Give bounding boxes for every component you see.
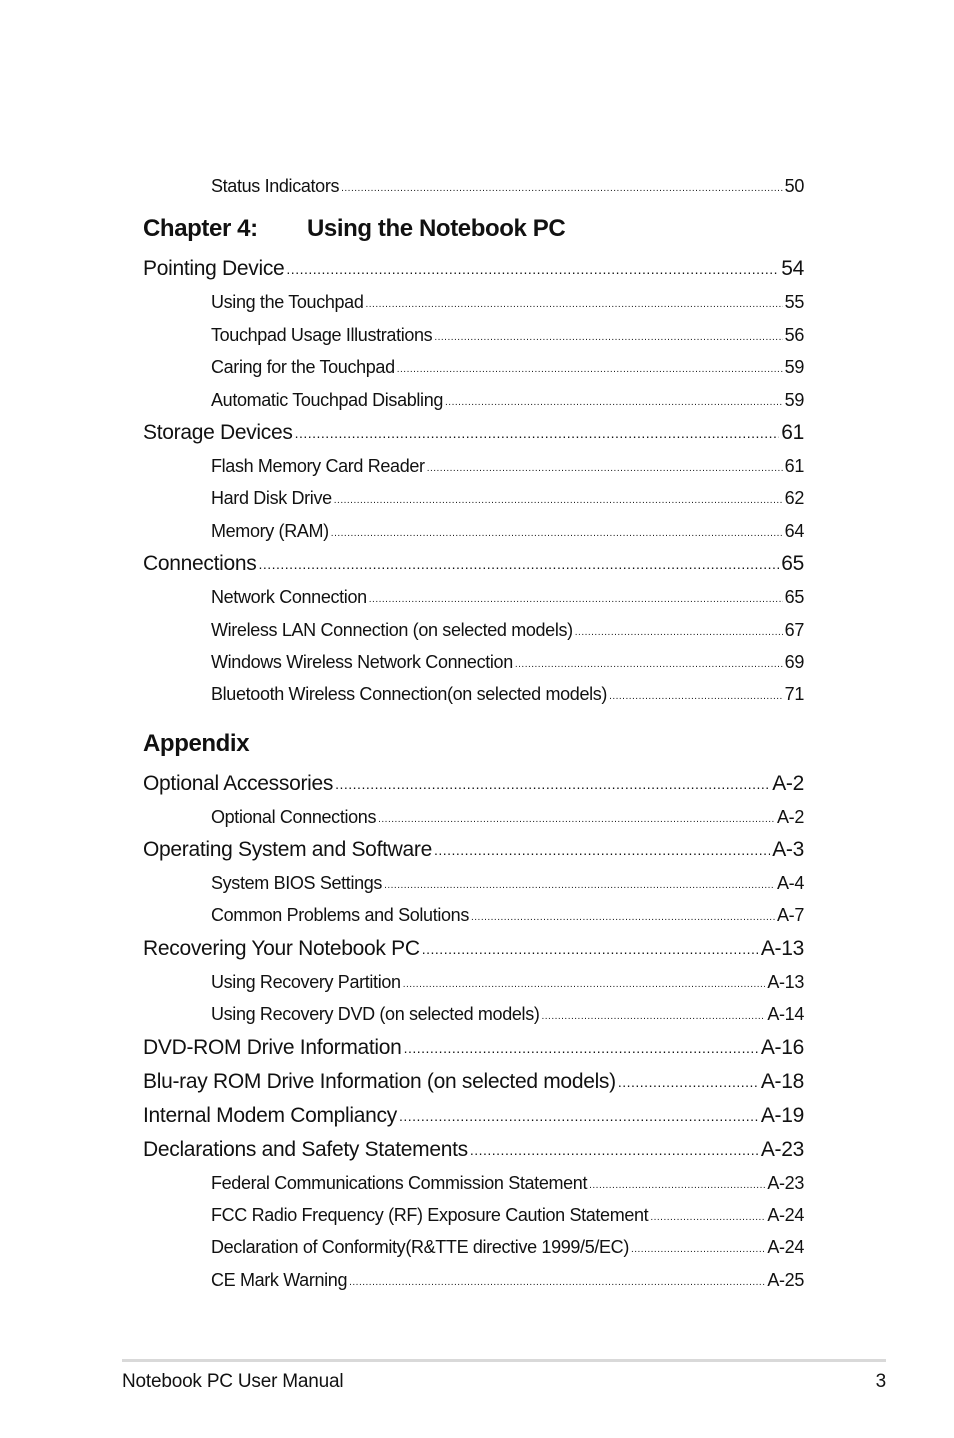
dot-leader — [434, 833, 770, 867]
toc-entry-page: 54 — [781, 257, 804, 281]
toc-entry-title: DVD-ROM Drive Information — [143, 1035, 402, 1059]
toc-entry-page: 50 — [784, 176, 804, 196]
toc-entry-title: FCC Radio Frequency (RF) Exposure Caution Statement — [211, 1205, 649, 1226]
toc-entry-optional-accessories[interactable] — [143, 767, 804, 801]
dot-leader — [589, 1170, 765, 1199]
toc-entry-title: Optional Connections — [211, 806, 377, 827]
toc-entry-page: A-2 — [777, 806, 804, 827]
dot-leader — [609, 681, 783, 710]
toc-entry-operating-system-and-software[interactable] — [143, 833, 804, 867]
dot-leader — [334, 485, 783, 514]
toc-entry-title: Operating System and Software — [143, 838, 432, 862]
toc-entry-blu-ray-rom-drive-information[interactable] — [143, 1065, 804, 1099]
toc-entry-windows-wireless-network-connection[interactable] — [143, 646, 804, 678]
toc-entry-caring-for-touchpad[interactable] — [143, 351, 804, 383]
toc-entry-page: 55 — [784, 292, 804, 313]
toc-entry-title: Internal Modem Compliancy — [143, 1103, 397, 1127]
dot-leader — [399, 1099, 759, 1133]
dot-leader — [445, 387, 783, 416]
dot-leader — [369, 584, 783, 613]
toc-entry-system-bios-settings[interactable] — [143, 867, 804, 899]
dot-leader — [365, 289, 782, 318]
dot-leader — [384, 870, 775, 899]
toc-entry-title: Storage Devices — [143, 420, 293, 444]
toc-entry-bluetooth-wireless-connection[interactable] — [143, 678, 804, 710]
toc-entry-using-recovery-partition[interactable] — [143, 966, 804, 998]
toc-entry-page: A-23 — [760, 1137, 804, 1161]
toc-entry-title: Optional Accessories — [143, 771, 334, 795]
toc-entry-page: 56 — [784, 324, 804, 345]
toc-entry-status-indicators[interactable] — [143, 170, 804, 202]
page-footer — [122, 1359, 886, 1394]
toc-entry-page: 59 — [784, 389, 804, 410]
toc-entry-title: Common Problems and Solutions — [211, 905, 469, 926]
toc-entry-page: 64 — [784, 520, 804, 541]
dot-leader — [618, 1065, 759, 1099]
toc-entry-page: A-14 — [767, 1004, 804, 1025]
footer-divider — [122, 1359, 886, 1362]
toc-entry-page: 71 — [784, 684, 804, 705]
toc-entry-page: A-13 — [767, 971, 804, 992]
toc-entry-using-touchpad[interactable] — [143, 286, 804, 318]
dot-leader — [434, 322, 782, 351]
toc-entry-page: A-2 — [772, 771, 804, 795]
toc-entry-fcc-statement[interactable] — [143, 1167, 804, 1199]
toc-entry-page: A-18 — [760, 1069, 804, 1093]
toc-entry-wireless-lan-connection[interactable] — [143, 614, 804, 646]
toc-entry-internal-modem-compliancy[interactable] — [143, 1099, 804, 1133]
toc-entry-using-recovery-dvd[interactable] — [143, 998, 804, 1030]
dot-leader — [631, 1234, 765, 1263]
dot-leader — [515, 649, 783, 678]
dot-leader — [378, 804, 775, 833]
dot-leader — [422, 932, 759, 966]
toc-entry-pointing-device[interactable] — [143, 252, 804, 286]
toc-entry-title: Status Indicators — [211, 176, 340, 196]
toc-entry-flash-memory-card-reader[interactable] — [143, 450, 804, 482]
toc-entry-page: 62 — [784, 488, 804, 509]
chapter-4-heading — [143, 202, 804, 252]
footer-page-number: 3 — [875, 1371, 886, 1392]
toc-entry-title: System BIOS Settings — [211, 873, 383, 894]
toc-entry-title: Windows Wireless Network Connection — [211, 651, 513, 672]
dot-leader — [541, 1001, 765, 1030]
toc-entry-recovering-your-notebook-pc[interactable] — [143, 932, 804, 966]
toc-entry-title: Using the Touchpad — [211, 292, 364, 313]
toc-entry-page: A-23 — [767, 1172, 804, 1193]
toc-entry-title: Automatic Touchpad Disabling — [211, 389, 444, 410]
table-of-contents — [143, 170, 804, 1296]
toc-entry-title: Network Connection — [211, 587, 367, 608]
dot-leader — [403, 969, 766, 998]
toc-entry-page: A-19 — [760, 1103, 804, 1127]
toc-entry-title: Recovering Your Notebook PC — [143, 936, 420, 960]
dot-leader — [286, 252, 779, 286]
toc-entry-title: Bluetooth Wireless Connection(on selected models) — [211, 684, 608, 705]
toc-entry-title: CE Mark Warning — [211, 1269, 348, 1290]
toc-entry-page: A-4 — [777, 873, 804, 894]
toc-entry-title: Touchpad Usage Illustrations — [211, 324, 433, 345]
toc-entry-page: A-7 — [777, 905, 804, 926]
footer-row — [122, 1370, 886, 1394]
toc-entry-title: Caring for the Touchpad — [211, 357, 395, 378]
toc-entry-title: Declarations and Safety Statements — [143, 1137, 468, 1161]
toc-entry-connections[interactable] — [143, 547, 804, 581]
toc-entry-declarations-and-safety-statements[interactable] — [143, 1133, 804, 1167]
chapter-title: Using the Notebook PC — [307, 215, 566, 243]
toc-entry-hard-disk-drive[interactable] — [143, 482, 804, 514]
toc-entry-page: A-16 — [760, 1035, 804, 1059]
toc-entry-title: Memory (RAM) — [211, 520, 329, 541]
toc-entry-ce-mark-warning[interactable] — [143, 1264, 804, 1296]
toc-entry-memory-ram[interactable] — [143, 515, 804, 547]
toc-entry-optional-connections[interactable] — [143, 801, 804, 833]
dot-leader — [404, 1031, 759, 1065]
toc-entry-common-problems-and-solutions[interactable] — [143, 899, 804, 931]
toc-entry-title: Federal Communications Commission Statement — [211, 1172, 588, 1193]
appendix-heading: Appendix — [143, 729, 250, 757]
toc-entry-fcc-rf-exposure-caution[interactable] — [143, 1199, 804, 1231]
toc-entry-title: Using Recovery DVD (on selected models) — [211, 1004, 540, 1025]
toc-entry-title: Pointing Device — [143, 257, 285, 281]
toc-entry-touchpad-usage-illustrations[interactable] — [143, 319, 804, 351]
toc-entry-page: 65 — [784, 587, 804, 608]
toc-entry-dvd-rom-drive-information[interactable] — [143, 1031, 804, 1065]
dot-leader — [335, 767, 770, 801]
toc-entry-declaration-of-conformity[interactable] — [143, 1231, 804, 1263]
toc-entry-title: Flash Memory Card Reader — [211, 455, 425, 476]
chapter-label: Chapter 4: — [143, 215, 258, 243]
dot-leader — [258, 547, 779, 581]
toc-entry-page: A-3 — [772, 838, 804, 862]
toc-entry-page: A-24 — [767, 1237, 804, 1258]
toc-entry-title: Declaration of Conformity(R&TTE directive 1999/5/EC) — [211, 1237, 629, 1258]
toc-entry-page: 59 — [784, 357, 804, 378]
toc-entry-title: Blu-ray ROM Drive Information (on selected models) — [143, 1069, 616, 1093]
toc-entry-page: A-25 — [767, 1269, 804, 1290]
dot-leader — [397, 354, 783, 383]
toc-entry-storage-devices[interactable] — [143, 416, 804, 450]
dot-leader — [575, 617, 783, 646]
toc-entry-page: 69 — [784, 651, 804, 672]
dot-leader — [650, 1202, 765, 1231]
toc-entry-network-connection[interactable] — [143, 581, 804, 613]
toc-entry-title: Connections — [143, 552, 257, 576]
toc-entry-page: 61 — [784, 455, 804, 476]
dot-leader — [427, 453, 783, 482]
toc-entry-title: Hard Disk Drive — [211, 488, 332, 509]
toc-entry-title: Using Recovery Partition — [211, 971, 401, 992]
toc-entry-title: Wireless LAN Connection (on selected models) — [211, 619, 573, 640]
footer-manual-title: Notebook PC User Manual — [122, 1371, 344, 1392]
dot-leader — [471, 902, 775, 931]
dot-leader — [331, 518, 783, 547]
toc-entry-page: 65 — [781, 552, 804, 576]
toc-entry-page: 67 — [784, 619, 804, 640]
toc-entry-page: A-24 — [767, 1205, 804, 1226]
dot-leader — [470, 1133, 759, 1167]
toc-entry-page: 61 — [781, 420, 804, 444]
dot-leader — [341, 173, 783, 202]
dot-leader — [295, 416, 780, 450]
toc-entry-automatic-touchpad-disabling[interactable] — [143, 384, 804, 416]
toc-entry-page: A-13 — [760, 936, 804, 960]
dot-leader — [349, 1267, 765, 1296]
